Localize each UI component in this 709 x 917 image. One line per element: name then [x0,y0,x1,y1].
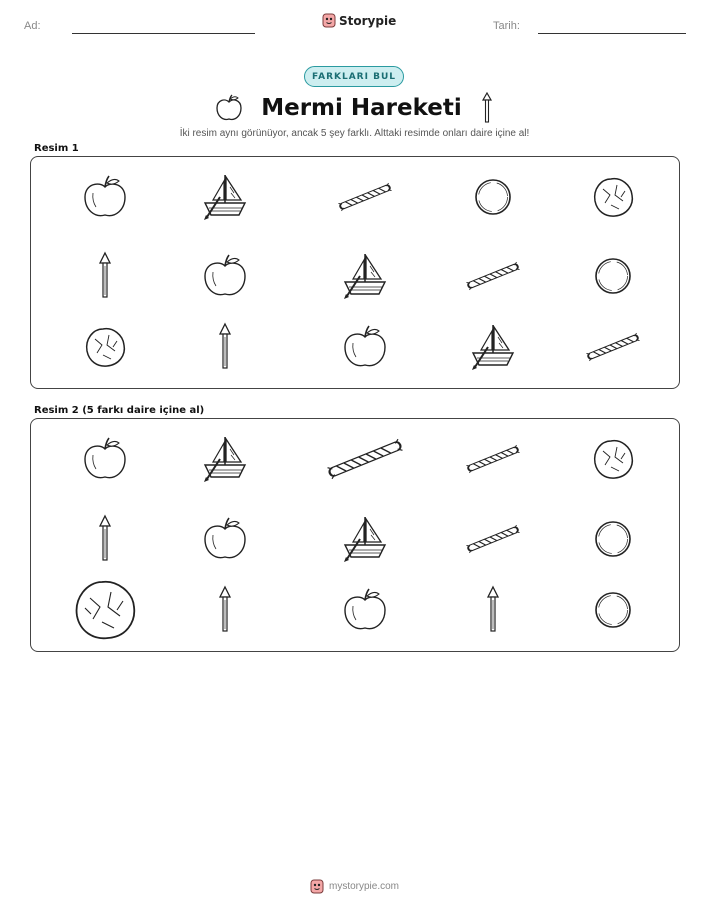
title-row [0,90,709,126]
boat-icon [188,162,262,232]
rope-icon[interactable] [456,424,530,494]
name-label: Ad: [24,20,41,32]
rock-icon [576,162,650,232]
arrow-icon[interactable] [68,504,142,574]
boat-icon [328,241,402,311]
apple-icon [188,241,262,311]
name-line[interactable] [72,33,255,34]
instructions: İki resim aynı görünüyor, ancak 5 şey farklı. Alttaki resimde onları daire içine al! [179,128,530,139]
apple-icon[interactable] [328,575,402,645]
ball-icon[interactable] [576,504,650,574]
picture2-panel[interactable] [30,418,680,652]
ball-icon [456,162,530,232]
storypie-logo-icon [310,879,324,894]
footer-url: mystorypie.com [328,881,399,892]
date-line[interactable] [538,33,686,34]
picture1-label: Resim 1 [34,143,79,154]
rope-icon[interactable] [456,504,530,574]
rope-icon[interactable] [328,424,402,494]
rock-icon[interactable] [68,575,142,645]
ball-icon[interactable] [576,575,650,645]
boat-icon [456,312,530,382]
rope-icon [328,162,402,232]
arrow-icon[interactable] [456,575,530,645]
arrow-icon [68,241,142,311]
boat-icon[interactable] [188,424,262,494]
rock-icon[interactable] [576,424,650,494]
brand-logo [322,13,396,28]
arrow-icon[interactable] [188,575,262,645]
ball-icon [576,241,650,311]
picture2-label: Resim 2 (5 farkı daire içine al) [34,405,205,416]
find-differences-badge: FARKLARI BUL [304,66,404,87]
arrow-icon [188,312,262,382]
footer [0,879,709,894]
arrow-icon [480,92,494,124]
apple-icon [328,312,402,382]
page-title: Mermi Hareketi [261,95,462,121]
rock-icon [68,312,142,382]
boat-icon[interactable] [328,504,402,574]
apple-icon [68,162,142,232]
apple-icon[interactable] [68,424,142,494]
storypie-logo-icon [322,13,336,28]
apple-icon [215,93,243,123]
apple-icon[interactable] [188,504,262,574]
date-label: Tarih: [493,20,520,32]
picture1-panel [30,156,680,389]
brand-name: Storypie [339,13,397,28]
rope-icon [456,241,530,311]
rope-icon [576,312,650,382]
